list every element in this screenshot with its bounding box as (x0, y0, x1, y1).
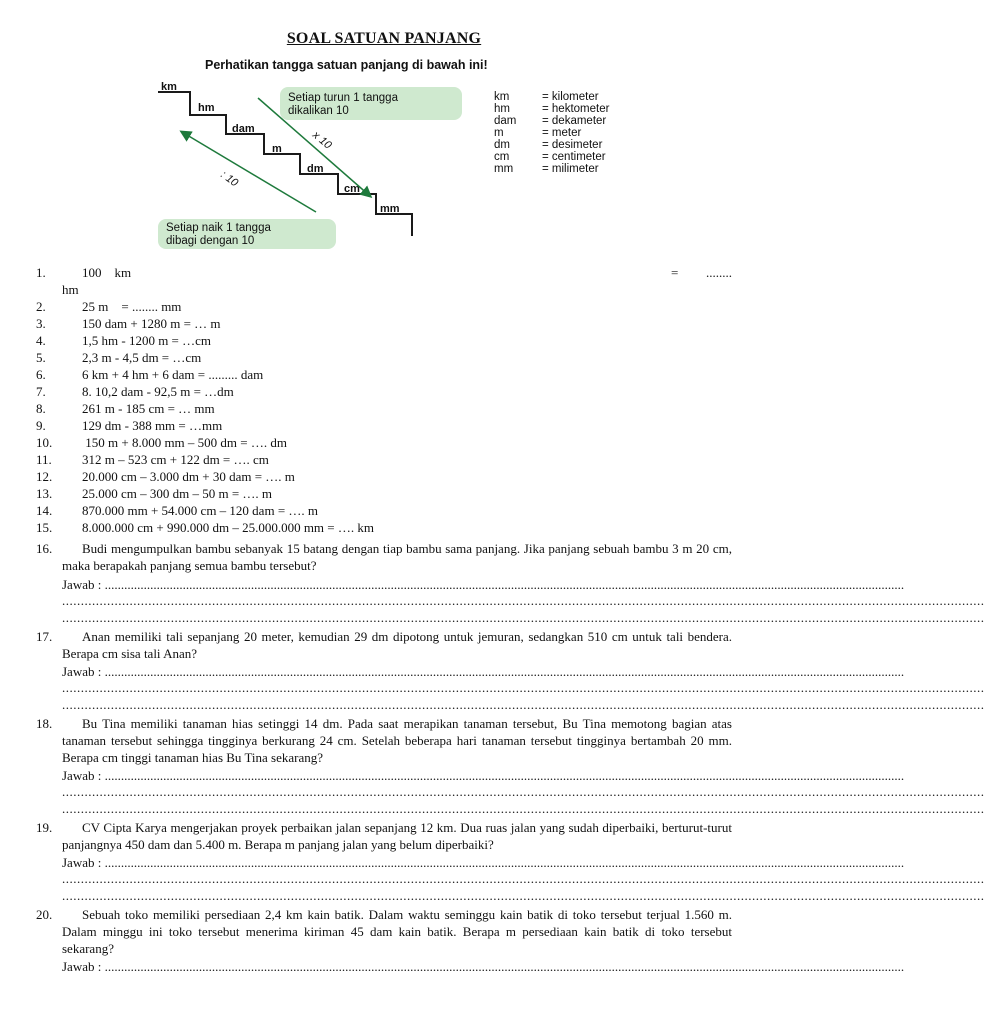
answer-line[interactable] (62, 767, 905, 784)
question-number: 19. (36, 820, 53, 835)
question-text: Sebuah toko memiliki persediaan 2,4 km kain batik. Dalam waktu seminggu kain batik di toko tersebut terjual 1.560 m. Dalam minggu ini toko tersebut menerima kiriman 45 dam kain batik. Berapa m persediaan kain batik di toko tersebut sekarang? (62, 907, 732, 956)
legend-abbr-hm: hm (494, 103, 510, 115)
answer-dots: ...................................................................................................................................................................................................................................................... (104, 959, 905, 974)
answer-line[interactable] (62, 576, 905, 593)
legend-eq-km: = kilometer (542, 91, 599, 103)
question-1-unit: hm (62, 282, 79, 297)
unit-ladder-diagram (150, 56, 630, 252)
question-text: 150 dam + 1280 m = … m (82, 316, 221, 331)
answer-line-blank[interactable]: ...................................................................................................................................................................................................................................................... (62, 697, 985, 712)
answer-label: Jawab : (62, 959, 105, 974)
answer-label: Jawab : (62, 664, 105, 679)
question-text: Budi mengumpulkan bambu sebanyak 15 batang dengan tiap bambu sama panjang. Jika panjang sebuah bambu 3 m 20 cm, maka berapakah panjang semua bambu tersebut? (62, 541, 732, 573)
answer-label: Jawab : (62, 577, 105, 592)
unit-ladder-figure (150, 56, 630, 252)
question-text: CV Cipta Karya mengerjakan proyek perbaikan jalan sepanjang 12 km. Dua ruas jalan yang sudah diperbaiki, berturut-turut panjangnya 450 dam dan 5.400 m. Berapa m panjang jalan yang belum diperbaiki? (62, 820, 732, 852)
note-down-line1: Setiap turun 1 tangga (288, 92, 398, 104)
question-number: 9. (36, 418, 46, 433)
legend-abbr-dam: dam (494, 115, 517, 127)
question-number: 3. (36, 316, 46, 331)
legend-abbr-cm: cm (494, 151, 510, 163)
question-number: 6. (36, 367, 46, 382)
question-text: Bu Tina memiliki tanaman hias setinggi 14 dm. Pada saat merapikan tanaman tersebut, Bu Tina memotong bagian atas tanaman tersebut sehingga tingginya berkurang 24 cm. Setelah beberapa hari tanaman tersebut tingginya bertambah 20 mm. Berapa cm tinggi tanaman hias Bu Tina sekarang? (62, 716, 732, 765)
legend-eq-mm: = milimeter (542, 163, 599, 175)
step-hm: hm (198, 102, 215, 114)
answer-line-blank[interactable]: ...................................................................................................................................................................................................................................................... (62, 871, 985, 886)
answer-line[interactable] (62, 663, 905, 680)
question-number: 10. (36, 435, 53, 450)
figure-heading: Perhatikan tangga satuan panjang di bawah ini! (205, 58, 488, 72)
step-dm: dm (307, 163, 324, 175)
legend-abbr-km: km (494, 91, 510, 103)
arrow-down-label: x 10 (310, 129, 334, 152)
question-number: 2. (36, 299, 46, 314)
answer-label: Jawab : (62, 855, 105, 870)
question-text: 20.000 cm – 3.000 dm + 30 dam = …. m (82, 469, 295, 484)
question-19 (36, 819, 732, 853)
question-number: 16. (36, 541, 53, 556)
step-mm: mm (380, 203, 400, 215)
arrow-up-label: : 10 (218, 168, 241, 190)
question-number: 1. (36, 265, 46, 280)
answer-line-blank[interactable]: ...................................................................................................................................................................................................................................................... (62, 801, 985, 816)
legend-abbr-mm: mm (494, 163, 514, 175)
question-16 (36, 540, 732, 574)
question-text: 2,3 m - 4,5 dm = …cm (82, 350, 202, 365)
question-1-blank: ........ (706, 265, 732, 280)
question-20 (36, 906, 732, 957)
note-up-line2: dibagi dengan 10 (166, 235, 255, 247)
question-number: 12. (36, 469, 53, 484)
question-text: 129 dm - 388 mm = …mm (82, 418, 223, 433)
arrow-up (182, 132, 316, 212)
question-text: 261 m - 185 cm = … mm (82, 401, 215, 416)
step-cm: cm (344, 183, 360, 195)
question-text: 150 m + 8.000 mm – 500 dm = …. dm (82, 435, 287, 450)
question-text: 6 km + 4 hm + 6 dam = ......... dam (82, 367, 264, 382)
answer-label: Jawab : (62, 768, 105, 783)
question-text: 8.000.000 cm + 990.000 dm – 25.000.000 mm = …. km (82, 520, 374, 535)
answer-dots: ...................................................................................................................................................................................................................................................... (104, 664, 905, 679)
note-down-line2: dikalikan 10 (288, 105, 349, 117)
question-number: 20. (36, 907, 53, 922)
legend-eq-m: = meter (542, 127, 582, 139)
question-number: 17. (36, 629, 53, 644)
question-number: 13. (36, 486, 53, 501)
question-text: 25.000 cm – 300 dm – 50 m = …. m (82, 486, 273, 501)
step-km: km (161, 81, 177, 93)
answer-line-blank[interactable]: ...................................................................................................................................................................................................................................................... (62, 888, 985, 903)
answer-line[interactable] (62, 854, 905, 871)
question-number: 8. (36, 401, 46, 416)
answer-line-blank[interactable]: ...................................................................................................................................................................................................................................................... (62, 610, 985, 625)
question-18 (36, 715, 732, 766)
step-m: m (272, 143, 282, 155)
question-number: 5. (36, 350, 46, 365)
question-1 (36, 264, 732, 298)
question-number: 14. (36, 503, 53, 518)
legend-eq-dm: = desimeter (542, 139, 603, 151)
question-number: 4. (36, 333, 46, 348)
page-title: SOAL SATUAN PANJANG (286, 30, 482, 47)
legend-eq-hm: = hektometer (542, 103, 610, 115)
question-17 (36, 628, 732, 662)
question-number: 7. (36, 384, 46, 399)
question-text: 1,5 hm - 1200 m = …cm (82, 333, 212, 348)
answer-line-blank[interactable]: ...................................................................................................................................................................................................................................................... (62, 784, 985, 799)
answer-line-blank[interactable]: ...................................................................................................................................................................................................................................................... (62, 680, 985, 695)
step-dam: dam (232, 123, 255, 135)
question-text: 312 m – 523 cm + 122 dm = …. cm (82, 452, 269, 467)
legend-eq-cm: = centimeter (542, 151, 606, 163)
question-number: 15. (36, 520, 53, 535)
question-1-equals: = (671, 265, 679, 280)
question-text: 8. 10,2 dam - 92,5 m = …dm (82, 384, 234, 399)
question-text: 25 m = ........ mm (82, 299, 182, 314)
question-1-left: 100 km (82, 265, 132, 280)
question-number: 18. (36, 716, 53, 731)
answer-line-blank[interactable]: ...................................................................................................................................................................................................................................................... (62, 593, 985, 608)
answer-dots: ...................................................................................................................................................................................................................................................... (104, 768, 905, 783)
question-text: 870.000 mm + 54.000 cm – 120 dam = …. m (82, 503, 319, 518)
note-up-line1: Setiap naik 1 tangga (166, 222, 271, 234)
legend-abbr-dm: dm (494, 139, 510, 151)
answer-dots: ...................................................................................................................................................................................................................................................... (104, 855, 905, 870)
legend-eq-dam: = dekameter (542, 115, 607, 127)
answer-dots: ...................................................................................................................................................................................................................................................... (104, 577, 905, 592)
question-number: 11. (36, 452, 52, 467)
legend-abbr-m: m (494, 127, 504, 139)
question-text: Anan memiliki tali sepanjang 20 meter, kemudian 29 dm dipotong untuk jemuran, sedangkan 510 cm untuk tali bendera. Berapa cm sisa tali Anan? (62, 629, 732, 661)
answer-line[interactable] (62, 958, 905, 975)
